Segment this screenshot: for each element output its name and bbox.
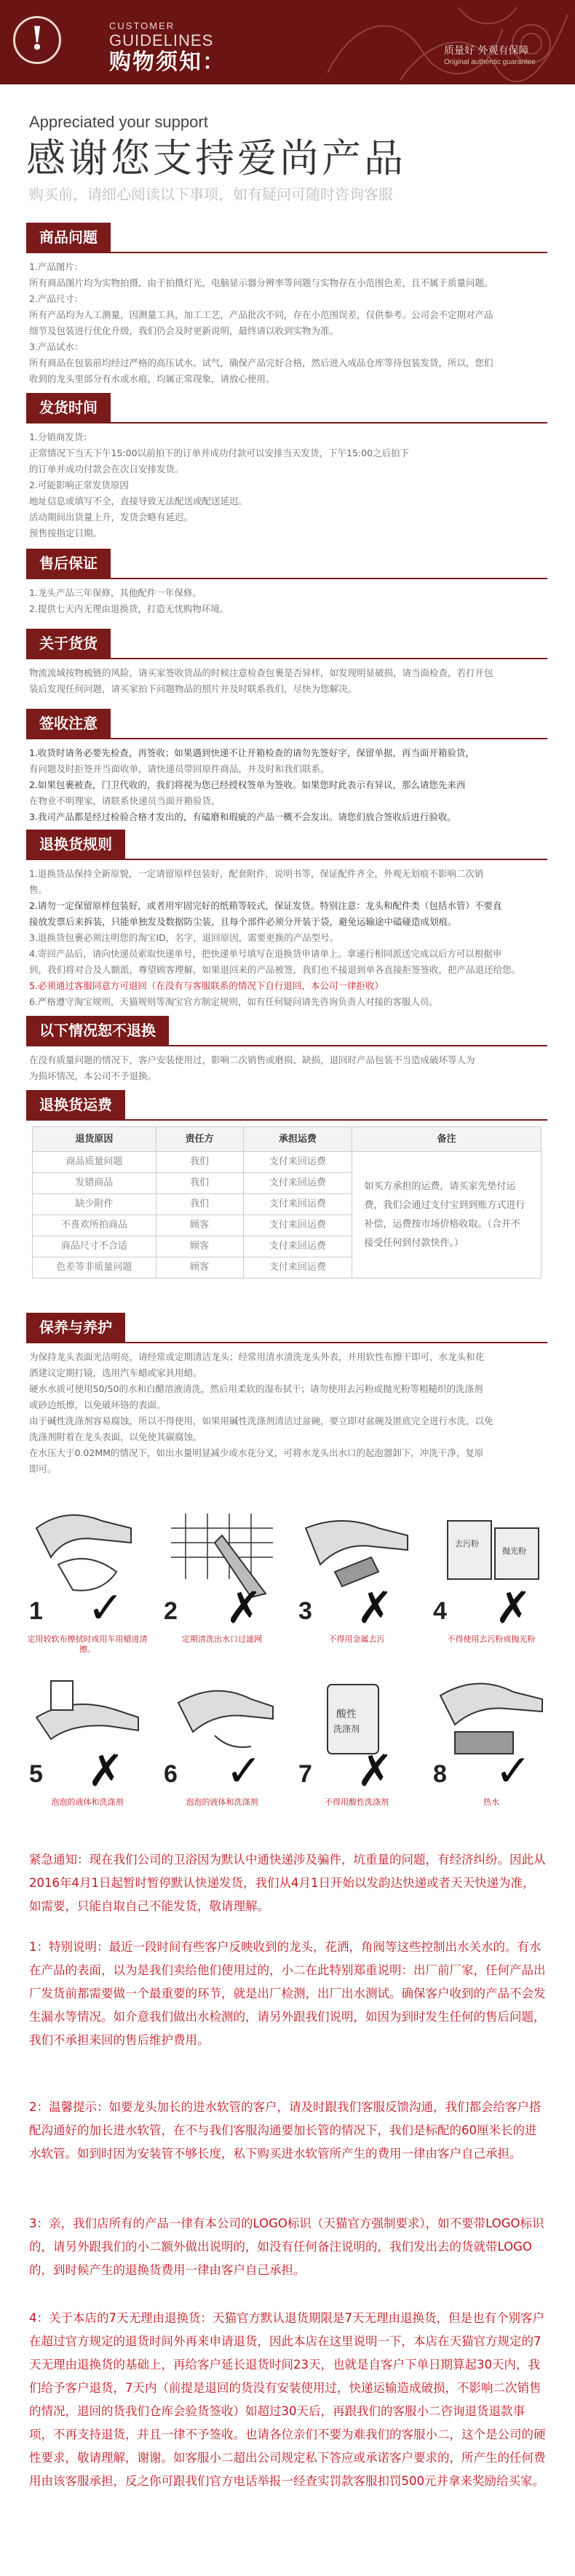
section-body-noreturn <box>29 1052 547 1084</box>
text-line: 1.收货时请务必要先检查，再签收；如果遇到快递不让开箱检查的请勿先签好字，保留单据，再当面开箱验货， <box>29 747 475 758</box>
section-divider <box>26 859 547 860</box>
step-number: 8 <box>433 1760 447 1788</box>
section-divider <box>26 578 547 579</box>
header-line2: GUIDELINES <box>109 31 214 49</box>
table-cell: 支付来回运费 <box>243 1215 352 1236</box>
step-number: 4 <box>433 1597 447 1625</box>
table-cell: 缺少附件 <box>33 1194 156 1215</box>
section-divider <box>26 422 547 424</box>
table-cell: 发错商品 <box>33 1173 156 1194</box>
header-line1: CUSTOMER <box>109 20 175 31</box>
table-cell: 顾客 <box>156 1215 243 1236</box>
hot-water-icon <box>426 1666 557 1768</box>
quality-slogan-en: Original authentic guarantee <box>444 58 536 66</box>
step-number: 6 <box>164 1760 178 1788</box>
text-line: 为保持龙头表面光洁明亮，请经常或定期清洁龙头；经常用清水清洗龙头外表，并用软性布擦干即可，水龙头和花 <box>29 1351 485 1362</box>
text-line: 为损坏情况，本公司不予退换。 <box>29 1070 157 1081</box>
section-body-delivery <box>29 665 547 697</box>
notice-text: 3：亲，我们店所有的产品一律有本公司的LOGO标识（天猫官方强制要求），如不要带LOGO标识的，请另外跟我们的小二额外做出说明的，如没有任何备注说明的，我们发出去的货就带LOGO的，到时候产生的退换货费用一律由客户自己承担。 <box>29 2217 544 2277</box>
step-number: 7 <box>298 1760 312 1788</box>
section-divider <box>26 658 547 659</box>
text-line: 2.提供七天内无理由退换货，打造无忧购物环境。 <box>29 603 229 614</box>
notice-3 <box>29 2212 546 2282</box>
svg-text:洗涤剂: 洗涤剂 <box>333 1724 360 1734</box>
section-body-care <box>29 1349 547 1477</box>
text-line: 1.分销商发货： <box>29 432 92 442</box>
thanks-heading: 感谢您支持爱尚产品 <box>26 135 406 181</box>
text-line: 所有商品图片均为实物拍摄，由于拍摄灯光，电脑显示器分辨率等问题与实物存在小范围色差，且不属于质量问题。 <box>29 277 493 288</box>
section-body-returns <box>29 866 547 1010</box>
text-line: 3.我司产品都是经过检验合格才发出的，有磕磨和瑕疵的产品一概不会发出。请您们放合签收后进行验收。 <box>29 811 456 822</box>
text-line: 或砂边纸擦，以免破坏铬的表面。 <box>29 1399 166 1410</box>
section-title-shipping: 发货时间 <box>26 393 111 422</box>
text-line: 硬水水质可使用50/50的水和白醋溶液清洗，然后用柔软的湿布拭干；请勿使用去污粉或抛光粉等粗糙织的洗涤剂 <box>29 1383 483 1394</box>
section-title-warranty: 售后保证 <box>26 549 111 578</box>
text-line: 预售按指定日期。 <box>29 528 103 538</box>
table-cell: 支付来回运费 <box>243 1152 352 1173</box>
appreciate-heading: Appreciated your support <box>29 113 208 131</box>
text-line: 4.寄回产品后，请向快递员索取快递单号，把快递单号填写在退换货申请单上。拿递行相同派送完成以后方可以根据申 <box>29 948 502 959</box>
text-line: 2.可能影响正常发货原因 <box>29 480 129 490</box>
illustration-caption: 定用较软布擦拭时或用车用蜡进清擦。 <box>27 1634 148 1654</box>
illustration-caption: 泡泡的液体和洗涤剂 <box>51 1797 124 1807</box>
text-line: 有问题及时拒签并当面收单，请快递员带回原件商品，并及时和我们联系。 <box>29 763 330 774</box>
col-header: 备注 <box>352 1127 542 1152</box>
notice-2 <box>29 2096 546 2166</box>
notice-text: 1：特别说明：最近一段时间有些客户反映收到的龙头，花洒，角阀等这些控制出水关水的。有水在产品的表面，以为是我们卖给他们使用过的，小二在此特别郑重说明：出厂前厂家，任何产品出厂发货前都需要做一个最重要的环节，就是出厂检测，出厂出水测试。确保客户收到的产品不会发生漏水等情况。如介意我们做出水检测的，请另外跟我们说明，如因为到时发生任何的售后问题，我们不承担来回的售后维护费用。 <box>29 1940 546 2047</box>
table-cell: 我们 <box>156 1152 243 1173</box>
cross-icon: ✗ <box>226 1583 263 1634</box>
text-line: 地址信息或填写不全，直接导致无法配送或配送延迟。 <box>29 496 248 506</box>
notice-4 <box>29 2307 546 2493</box>
text-line: 收到的龙头里部分有水或水痕，均属正常现象，请放心使用。 <box>29 373 275 384</box>
text-line: 1.产品图片： <box>29 261 84 272</box>
header-banner <box>0 0 575 84</box>
text-line: 由于碱性洗涤剂容易腐蚀，所以不得使用，如果用碱性洗涤剂清洁过盆碗，要立即对盆碗及匿底完全进行水洗，以免 <box>29 1415 493 1426</box>
cross-icon: ✗ <box>495 1583 532 1634</box>
section-body-signing <box>29 745 547 825</box>
table-cell: 商品尺寸不合适 <box>33 1236 156 1257</box>
step-number: 1 <box>29 1597 43 1625</box>
filter-mesh-icon <box>156 1499 288 1601</box>
text-line: 正常情况下当天下午15:00以前拍下的订单并成功付款可以安排当天发货，下午15:00之后拍下 <box>29 448 410 458</box>
illustration-caption: 不得用酸性洗涤剂 <box>325 1797 389 1807</box>
section-title-product: 商品问题 <box>26 223 111 252</box>
table-row <box>33 1152 542 1173</box>
cross-icon: ✗ <box>87 1746 124 1797</box>
table-cell: 我们 <box>156 1194 243 1215</box>
section-divider <box>26 252 547 253</box>
exclamation-icon: ! <box>13 16 61 64</box>
cross-icon: ✗ <box>357 1746 394 1797</box>
intro-subnote: 购买前，请细心阅读以下事项，如有疑问可随时咨询客服 <box>29 186 393 203</box>
text-line: 即可。 <box>29 1463 57 1474</box>
text-line: 洗涤剂附着在龙头表面，以免使其碳腐蚀。 <box>29 1431 202 1442</box>
notice-1 <box>29 1936 546 2052</box>
text-line: 3.退换货包裹必须注明您的淘宝ID，名字，退回原因，需要更换的产品型号。 <box>29 932 339 943</box>
notice-urgent <box>29 1848 546 1918</box>
text-line: 所有商品在包装前均经过严格的高压试水、试气，确保产品完好合格，然后进入成品仓库等待包装发货，所以，您们 <box>29 357 493 368</box>
notice-text: 紧急通知：现在我们公司的卫浴因为默认中通快递涉及骗件，坑重量的问题，有经济纠纷。因此从2016年4月1日起暂时暂停默认快递发货，我们从4月1日开始以发韵达快递或者天天快递为准，如需要，只能自取自己不能发货，敬请理解。 <box>29 1853 546 1913</box>
svg-text:去污粉: 去污粉 <box>455 1539 479 1549</box>
illustration-caption: 不得用金属去污 <box>328 1634 385 1644</box>
section-title-signing: 签收注意 <box>26 709 111 738</box>
table-cell: 支付来回运费 <box>243 1194 352 1215</box>
col-header: 承担运费 <box>243 1127 352 1152</box>
section-title-care: 保养与养护 <box>26 1313 125 1342</box>
illustration-caption: 泡泡的液体和洗涤剂 <box>186 1797 258 1807</box>
col-header: 退货原因 <box>33 1127 156 1152</box>
table-header-row <box>33 1127 542 1152</box>
text-line: 细节及包装进行优化升级，我们仍会及时更新说明，最终请以收到实物为准。 <box>29 325 339 336</box>
text-line: 装后发现任何问题，请买家拍下问题物品的照片并及时联系我们，尽快为您解决。 <box>29 683 357 694</box>
text-line: 2.如果包裹被查，门卫代收的，我们将视为您已经授权签单为签收。如果您时此表示有异议，那么请您先来西 <box>29 779 466 790</box>
illustration-caption: 定期清洗出水口过滤网 <box>182 1634 262 1644</box>
step-number: 2 <box>164 1597 178 1625</box>
rinse-faucet-icon <box>156 1666 288 1768</box>
fee-note: 如买方承担的运费，请买家先垫付运费，我们会通过支付宝到到账方式进行补偿，运费按市场价格收取。（合并不接受任何到付款快件。） <box>352 1152 542 1279</box>
table-cell: 顾客 <box>156 1236 243 1257</box>
section-body-shipping <box>29 429 547 541</box>
text-line: 物流流域按物梳链的风险，请买家签收货品的时候注意检查包裹是否异样，如发现明显破损，请当面检查，若打开包 <box>29 667 493 678</box>
text-line: 活动期间出货量上升，发货会略有延迟。 <box>29 512 194 522</box>
check-icon: ✓ <box>226 1746 263 1797</box>
section-divider <box>26 1342 547 1343</box>
text-line: 2.请勿一定保留原样包装好，或者用牢固完好的纸箱等较式，保证发货。特别注意：龙头和配件类（包括水管）不要直 <box>29 900 502 911</box>
text-line: 1.退换货品保持全新原貌，一定请留原样包装好，配套附件，说明书等，保证配件齐全，外观无划痕不影响二次销 <box>29 868 484 879</box>
section-divider <box>26 1119 547 1121</box>
svg-text:酸性: 酸性 <box>336 1709 357 1720</box>
check-icon: ✓ <box>87 1583 124 1634</box>
text-line: 3.产品试水： <box>29 341 84 352</box>
quality-slogan: 质量好 外观有保障 <box>444 45 529 57</box>
illustration-caption: 热水 <box>483 1797 499 1807</box>
step-number: 3 <box>298 1597 312 1625</box>
section-title-delivery: 关于货货 <box>26 629 111 658</box>
check-icon: ✓ <box>495 1746 532 1797</box>
table-cell: 顾客 <box>156 1257 243 1279</box>
text-line: 在没有质量问题的情况下，客户安装使用过，影响二次销售或磨损、缺损，退回时产品包装不当造成破坏等人为 <box>29 1054 475 1065</box>
cross-icon: ✗ <box>357 1583 394 1634</box>
text-line: 2.产品尺寸： <box>29 293 84 304</box>
text-line: 接放发票后来拆装，只能单独发及数据防尘装，且每个部件必须分开装于袋，避免运输途中磕碰造成划痕。 <box>29 916 457 927</box>
step-number: 5 <box>29 1760 43 1788</box>
svg-text:抛光粉: 抛光粉 <box>502 1546 526 1556</box>
section-body-product <box>29 259 547 387</box>
text-line: 6.严格遵守淘宝规则，天猫规则等淘宝官方制定规则，如有任何疑问请先咨询负责人对接的客服人员。 <box>29 996 438 1007</box>
table-cell: 我们 <box>156 1173 243 1194</box>
ornament-pattern-icon <box>313 0 575 84</box>
text-line: 在水压大于0.02MM的情况下，如出水量明显减少或水花分叉，可将水龙头出水口的起泡器卸下，冲洗干净，复原 <box>29 1447 484 1458</box>
text-line: 在物业不明理家，请联系快递员当面开箱验货。 <box>29 795 221 806</box>
header-title: 购物须知： <box>109 49 226 75</box>
table-cell: 支付来回运费 <box>243 1257 352 1279</box>
text-line: 售。 <box>29 884 48 895</box>
table-cell: 支付来回运费 <box>243 1173 352 1194</box>
text-line: 到，我们将对合及人额派，尊望顾客理解，如果退回来的产品被签，我们也不接退到单各直接拒签签收，把产品退还给您。 <box>29 964 521 975</box>
section-title-noreturn: 以下情况恕不退换 <box>26 1016 169 1045</box>
table-cell: 不喜欢所拍商品 <box>33 1215 156 1236</box>
section-divider <box>26 738 547 739</box>
table-cell: 色差等非质量问题 <box>33 1257 156 1279</box>
return-fee-table <box>32 1126 542 1279</box>
text-line: 所有产品均为人工测量，因测量工具，加工工艺，产品批次不同，存在小范围误差，仅供参考。公司会不定期对产品 <box>29 309 493 320</box>
notice-text: 2：温馨提示：如要龙头加长的进水软管的客户，请及时跟我们客服反馈沟通，我们都会给客户搭配沟通好的加长进水软管，在不与我们客服沟通要加长管的情况下，我们是标配的60厘米长的进水软管。如到时因为安装管不够长度，私下购买进水软管所产生的费用一律由客户自己承担。 <box>29 2100 542 2160</box>
col-header: 责任方 <box>156 1127 243 1152</box>
section-divider <box>26 1045 547 1046</box>
text-line: 5.必须通过客服同意方可退回（在没有与客服联系的情况下自行退回，本公司一律拒收） <box>29 980 384 991</box>
table-cell: 支付来回运费 <box>243 1236 352 1257</box>
section-body-warranty <box>29 585 547 617</box>
section-title-returns: 退换货规则 <box>26 830 125 859</box>
text-line: 洒建议定期打镜，选用汽车蜡或家具用蜡。 <box>29 1367 202 1378</box>
section-title-fees: 退换货运费 <box>26 1090 125 1119</box>
text-line: 的订单并成功付款会在次日安排发货。 <box>29 464 184 474</box>
notice-text: 4：关于本店的7天无理由退换货：天猫官方默认退货期限是7天无理由退换货，但是也有个别客户在超过官方规定的退货时间外再来申请退货，因此本店在这里说明一下，本店在天猫官方规定的7天无理由退换货的基础上，再给客户延长退货时间23天，也就是自客户下单日期算起30天内，我们给予客户退货，7天内（前提是退回的货没有安装使用过，快递运输造成破损，不影响二次销售的情况，退回的货我们仓库会验货签收）如超过30天后，再跟我们的客服小二咨询退货退款事项，不再支持退货，并且一律不予签收。也请各位亲们不要为难我们的客服小二，这个是公司的硬性要求，敬请理解，谢谢。如客服小二超出公司规定私下答应或承诺客户要求的，所产生的任何费用由该客服承担，反之你可跟我们官方电话举报一经查实罚款客服扣罚500元并拿来奖励给买家。 <box>29 2311 546 2488</box>
illustration-caption: 不得使用去污粉或抛光粉 <box>447 1634 536 1644</box>
text-line: 1.龙头产品三年保修，其他配件一年保修。 <box>29 587 202 598</box>
cleaning-powder-icon <box>426 1499 557 1601</box>
table-cell: 商品质量问题 <box>33 1152 156 1173</box>
